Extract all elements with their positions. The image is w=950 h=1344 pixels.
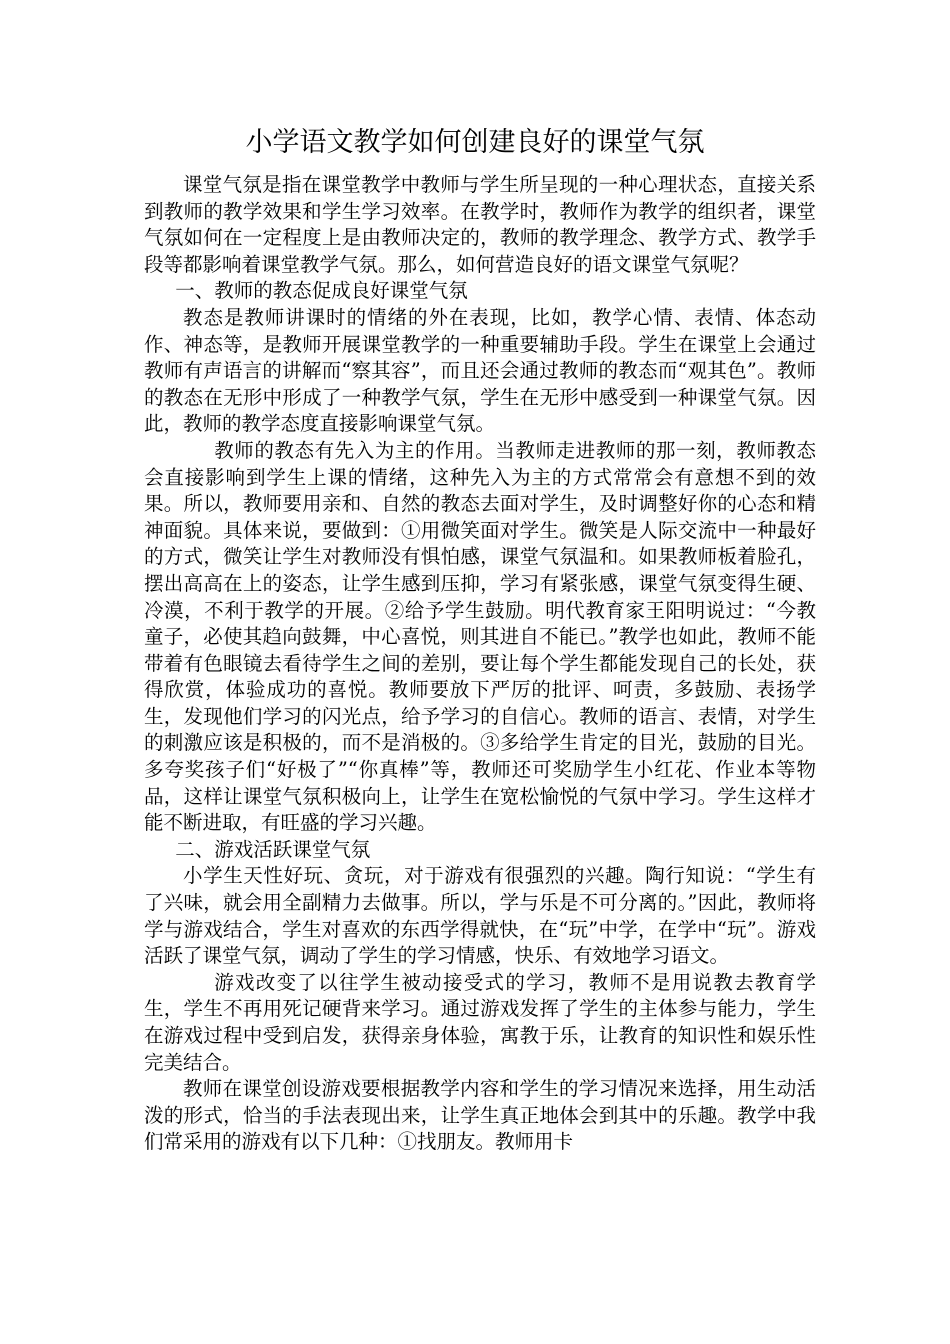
paragraph: 教师在课堂创设游戏要根据教学内容和学生的学习情况来选择，用生动活泼的形式，恰当的手法表现出来，让学生真正地体会到其中的乐趣。教学中我们常采用的游戏有以下几种：①找朋友。教师用卡: [144, 1077, 816, 1154]
paragraph-intro: 课堂气氛是指在课堂教学中教师与学生所呈现的一种心理状态，直接关系到教师的教学效果和学生学习效率。在教学时，教师作为教学的组织者，课堂气氛如何在一定程度上是由教师决定的，教师的教学理念、教学方式、教学手段等都影响着课堂教学气氛。那么，如何营造良好的语文课堂气氛呢？: [144, 173, 816, 276]
paragraph: 游戏改变了以往学生被动接受式的学习，教师不是用说教去教育学生，学生不再用死记硬背来学习。通过游戏发挥了学生的主体参与能力，学生在游戏过程中受到启发，获得亲身体验，寓教于乐，让教育的知识性和娱乐性完美结合。: [144, 970, 816, 1074]
document-title: 小学语文教学如何创建良好的课堂气氛: [245, 127, 705, 158]
paragraph: 教态是教师讲课时的情绪的外在表现，比如，教学心情、表情、体态动作、神态等，是教师开展课堂教学的一种重要辅助手段。学生在课堂上会通过教师有声语言的讲解而“察其容”，而且还会通过教师的教态而“观其色”。教师的教态在无形中形成了一种教学气氛，学生在无形中感受到一种课堂气氛。因此，教师的教学态度直接影响课堂气氛。: [144, 305, 816, 436]
paragraph: 小学生天性好玩、贪玩，对于游戏有很强烈的兴趣。陶行知说：“学生有了兴味，就会用全副精力去做事。所以，学与乐是不可分离的。”因此，教师将学与游戏结合，学生对喜欢的东西学得就快，在“玩”中学，在学中“玩”。游戏活跃了课堂气氛，调动了学生的学习情感，快乐、有效地学习语文。: [144, 864, 816, 968]
section-heading-2: 二、游戏活跃课堂气氛: [175, 837, 371, 861]
paragraph: 教师的教态有先入为主的作用。当教师走进教师的那一刻，教师教态会直接影响到学生上课的情绪，这种先入为主的方式常常会有意想不到的效果。所以，教师要用亲和、自然的教态去面对学生，及时调整好你的心态和精神面貌。具体来说，要做到：①用微笑面对学生。微笑是人际交流中一种最好的方式，微笑让学生对教师没有惧怕感，课堂气氛温和。如果教师板着脸孔，摆出高高在上的姿态，让学生感到压抑，学习有紧张感，课堂气氛变得生硬、冷漠，不利于教学的开展。②给予学生鼓励。明代教育家王阳明说过：“今教童子，必使其趋向鼓舞，中心喜悦，则其进自不能已。”教学也如此，教师不能带着有色眼镜去看待学生之间的差别，要让每个学生都能发现自己的长处，获得欣赏，体验成功的喜悦。教师要放下严厉的批评、呵责，多鼓励、表扬学生，发现他们学习的闪光点，给予学习的自信心。教师的语言、表情，对学生的刺激应该是积极的，而不是消极的。③多给学生肯定的目光，鼓励的目光。多夸奖孩子们“好极了”“你真棒”等，教师还可奖励学生小红花、作业本等物品，这样让课堂气氛积极向上，让学生在宽松愉悦的气氛中学习。学生这样才能不断进取，有旺盛的学习兴趣。: [144, 438, 816, 835]
document-body: [144, 172, 816, 1156]
section-heading-1: 一、教师的教态促成良好课堂气氛: [175, 279, 468, 303]
